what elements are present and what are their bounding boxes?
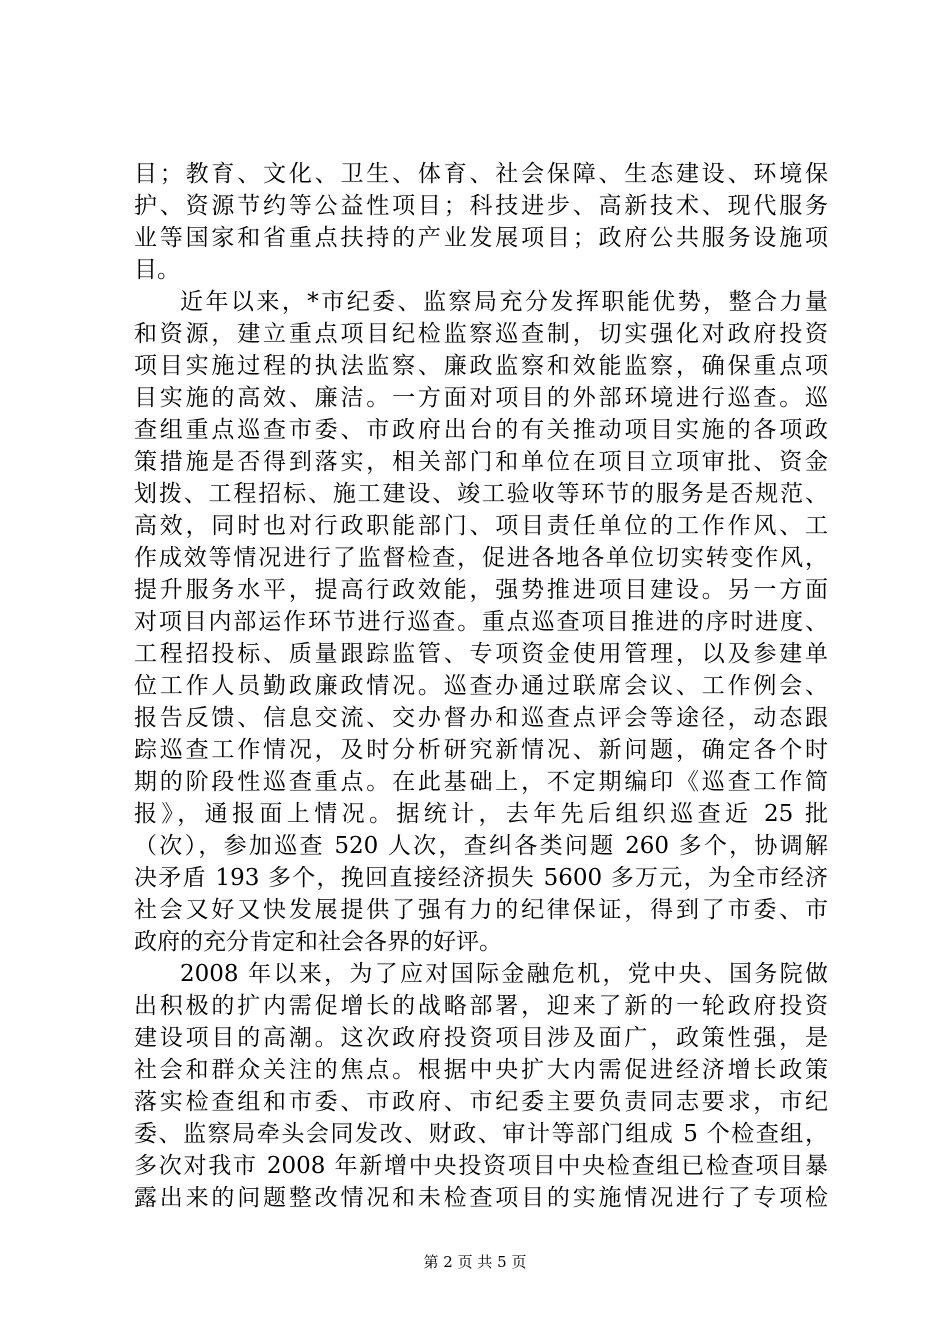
text-line: 社会和群众关注的焦点。根据中央扩大内需促进经济增长政策 [134,1057,828,1083]
text-line: 查组重点巡查市委、市政府出台的有关推动项目实施的各项政 [134,417,828,443]
text-line: 目；教育、文化、卫生、体育、社会保障、生态建设、环境保 [134,161,828,187]
text-line: 露出来的问题整改情况和未检查项目的实施情况进行了专项检 [134,1185,828,1211]
text-line: 作成效等情况进行了监督检查，促进各地各单位切实转变作风， [134,545,828,571]
text-line: 项目实施过程的执法监察、廉政监察和效能监察，确保重点项 [134,353,828,379]
text-line: 政府的充分肯定和社会各界的好评。 [134,929,502,955]
text-line: 护、资源节约等公益性项目；科技进步、高新技术、现代服务 [134,193,828,219]
text-line: 目。 [134,257,180,283]
text-line: 位工作人员勤政廉政情况。巡查办通过联席会议、工作例会、 [134,673,828,699]
text-line: 目实施的高效、廉洁。一方面对项目的外部环境进行巡查。巡 [134,385,828,411]
text-line: 报》，通报面上情况。据统计，去年先后组织巡查近 25 批 [134,801,828,827]
text-line: 报告反馈、信息交流、交办督办和巡查点评会等途径，动态跟 [134,705,828,731]
text-line: 决矛盾 193 多个，挽回直接经济损失 5600 多万元，为全市经济 [134,865,828,891]
text-line: 高效，同时也对行政职能部门、项目责任单位的工作作风、工 [134,513,828,539]
text-line: 工程招投标、质量跟踪监管、专项资金使用管理，以及参建单 [134,641,828,667]
text-line: 业等国家和省重点扶持的产业发展项目；政府公共服务设施项 [134,225,828,251]
text-line: 社会又好又快发展提供了强有力的纪律保证，得到了市委、市 [134,897,828,923]
text-line: 建设项目的高潮。这次政府投资项目涉及面广，政策性强，是 [134,1025,828,1051]
text-line: 落实检查组和市委、市政府、市纪委主要负责同志要求，市纪 [134,1089,828,1115]
text-line: 提升服务水平，提高行政效能，强势推进项目建设。另一方面 [134,577,828,603]
text-line: 2008 年以来，为了应对国际金融危机，党中央、国务院做 [180,961,828,987]
text-line: 出积极的扩内需促增长的战略部署，迎来了新的一轮政府投资 [134,993,828,1019]
text-line: （次），参加巡查 520 人次，查纠各类问题 260 多个，协调解 [134,833,828,859]
text-line: 踪巡查工作情况，及时分析研究新情况、新问题，确定各个时 [134,737,828,763]
text-line: 划拨、工程招标、施工建设、竣工验收等环节的服务是否规范、 [134,481,828,507]
text-line: 近年以来，*市纪委、监察局充分发挥职能优势，整合力量 [180,289,828,315]
body-text [134,158,828,1214]
text-line: 策措施是否得到落实，相关部门和单位在项目立项审批、资金 [134,449,828,475]
text-line: 委、监察局牵头会同发改、财政、审计等部门组成 5 个检查组， [134,1121,828,1147]
text-line: 期的阶段性巡查重点。在此基础上，不定期编印《巡查工作简 [134,769,828,795]
text-line: 多次对我市 2008 年新增中央投资项目中央检查组已检查项目暴 [134,1153,828,1179]
text-line: 和资源，建立重点项目纪检监察巡查制，切实强化对政府投资 [134,321,828,347]
page-footer: 第 2 页 共 5 页 [423,1253,527,1271]
text-line: 对项目内部运作环节进行巡查。重点巡查项目推进的序时进度、 [134,609,828,635]
